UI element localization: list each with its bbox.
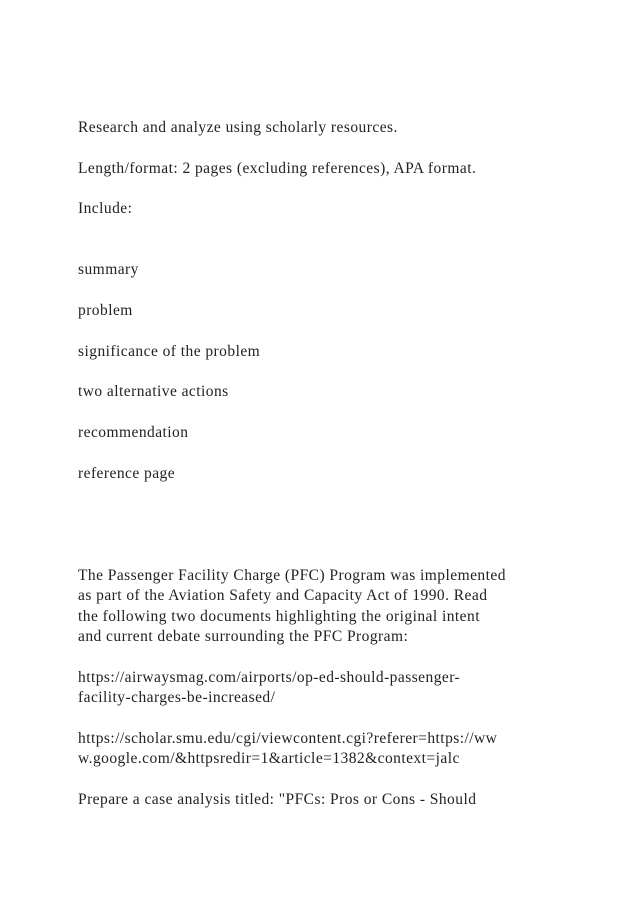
list-item: problem <box>78 302 133 319</box>
include-label: Include: <box>78 200 133 217</box>
list-item: two alternative actions <box>78 383 229 400</box>
instruction-research: Research and analyze using scholarly resources. <box>78 119 398 136</box>
instruction-length-format: Length/format: 2 pages (excluding references), APA format. <box>78 160 477 177</box>
link-line: https://scholar.smu.edu/cgi/viewcontent.cgi?referer=https://ww <box>78 730 498 747</box>
link-line: https://airwaysmag.com/airports/op-ed-should-passenger- <box>78 669 461 686</box>
link-line: facility-charges-be-increased/ <box>78 689 276 706</box>
link-line: w.google.com/&httpsredir=1&article=1382&context=jalc <box>78 750 460 767</box>
closing-instruction: Prepare a case analysis titled: "PFCs: Pros or Cons - Should <box>78 791 477 808</box>
paragraph-line: as part of the Aviation Safety and Capacity Act of 1990. Read <box>78 587 488 604</box>
paragraph-line: and current debate surrounding the PFC Program: <box>78 628 409 645</box>
list-item: reference page <box>78 465 176 482</box>
paragraph-line: the following two documents highlighting the original intent <box>78 608 480 625</box>
paragraph-line: The Passenger Facility Charge (PFC) Program was implemented <box>78 567 506 584</box>
list-item: summary <box>78 261 139 278</box>
list-item: significance of the problem <box>78 343 261 360</box>
list-item: recommendation <box>78 424 189 441</box>
